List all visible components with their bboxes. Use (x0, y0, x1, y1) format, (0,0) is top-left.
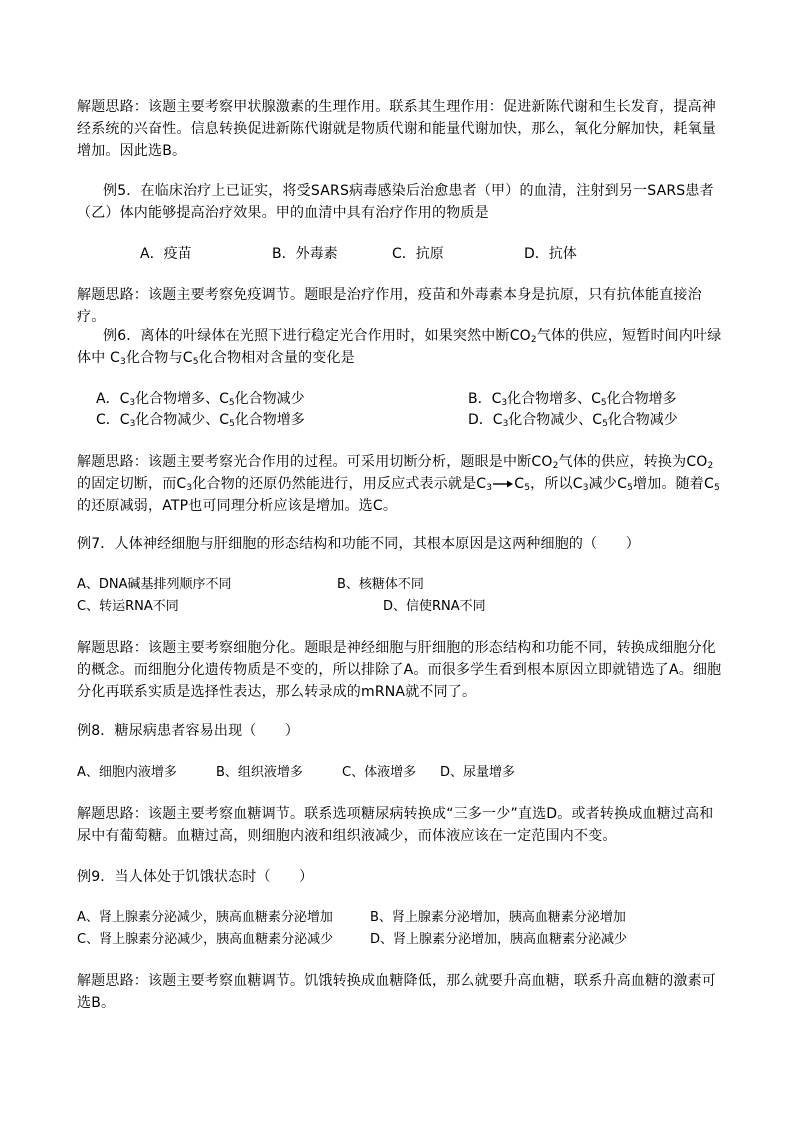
subscript: 2 (707, 461, 714, 471)
analysis-label: 解题思路： (77, 454, 148, 470)
reaction-arrow-icon (492, 479, 514, 489)
option-text: 化合物减少 (607, 412, 678, 428)
analysis-text: 气体的供应，转换为CO (558, 454, 708, 470)
analysis-label: 解题思路： (77, 640, 148, 656)
subscript: 3 (501, 398, 508, 408)
question-ex6 (77, 325, 722, 369)
option-text: 化合物减少、C (135, 412, 230, 428)
option-text: 化合物增多 (234, 412, 305, 428)
subscript: 3 (129, 398, 136, 408)
option-ex8-a: A、细胞内液增多 (77, 765, 177, 780)
question-ex5: 例5．在临床治疗上已证实，将受SARS病毒感染后治愈患者（甲）的血清，注射到另一SARS患者（乙）体内能够提高治疗效果。甲的血清中具有治疗作用的物质是 (77, 183, 714, 221)
analysis-paragraph-ex5 (77, 284, 722, 328)
analysis-paragraph-ex9 (77, 970, 722, 1014)
analysis-paragraph-ex4 (77, 96, 722, 162)
analysis-text: 该题主要考察免疫调节。题眼是治疗作用，疫苗和外毒素本身是抗原，只有抗体能直接治疗。 (77, 287, 702, 325)
analysis-text: 增加。随着C (633, 476, 714, 492)
question-text: 例6．离体的叶绿体在光照下进行稳定光合作用时，如果突然中断CO (103, 328, 531, 344)
option-ex8-b: B、组织液增多 (216, 765, 303, 780)
option-ex7-b: B、核糖体不同 (337, 577, 424, 592)
analysis-text: 该题主要考察血糖调节。饥饿转换成血糖降低，那么就要升高血糖，联系升高血糖的激素可选B。 (77, 973, 716, 1011)
subscript: 5 (229, 419, 235, 429)
option-ex6-d (468, 409, 678, 431)
analysis-paragraph-ex8 (77, 803, 722, 847)
analysis-text: ，所以C (530, 476, 583, 492)
question-text: 化合物相对含量的变化是 (198, 350, 355, 366)
question-ex8: 例8．糖尿病患者容易出现（ ） (77, 723, 300, 739)
analysis-paragraph-ex7 (77, 637, 722, 703)
subscript: 5 (600, 398, 607, 408)
analysis-label: 解题思路： (77, 973, 148, 989)
subscript: 5 (602, 419, 608, 429)
option-ex5-c: C．抗原 (392, 246, 444, 262)
option-ex5-d: D．抗体 (524, 246, 577, 262)
analysis-text: 化合物的还原仍然能进行，用反应式表示就是C (192, 476, 487, 492)
analysis-text: 该题主要考察血糖调节。联系选项糖尿病转换成“三多一少”直选D。或者转换成血糖过高和尿中有葡萄糖。血糖过高，则细胞内液和组织液减少，而体液应该在一定范围内不变。 (77, 806, 714, 844)
subscript: 3 (486, 483, 493, 493)
option-ex6-c (96, 409, 305, 431)
question-ex7: 例7．人体神经细胞与肝细胞的形态结构和功能不同，其根本原因是这两种细胞的（ ） (77, 536, 640, 552)
option-text: C．C (96, 412, 130, 428)
option-ex7-a: A、DNA碱基排列顺序不同 (77, 577, 232, 592)
question-text: 气体的供应，短暂时间内叶绿体中 C (77, 328, 722, 366)
analysis-text: 该题主要考察甲状腺激素的生理作用。联系其生理作用：促进新陈代谢和生长发育，提高神经系统的兴奋性。信息转换促进新陈代谢就是物质代谢和能量代谢加快，那么，氧化分解加快，耗氧量增加。因此选B。 (77, 99, 716, 159)
subscript: 3 (502, 419, 509, 429)
option-ex5-a: A．疫苗 (140, 246, 192, 262)
option-text: B．C (468, 391, 502, 407)
analysis-label: 解题思路： (77, 287, 148, 303)
option-ex9-c: C、肾上腺素分泌减少，胰高血糖素分泌减少 (77, 932, 334, 947)
analysis-text: 该题主要考察光合作用的过程。可采用切断分析，题眼是中断CO (148, 454, 553, 470)
option-ex8-d: D、尿量增多 (440, 765, 516, 780)
option-text: 化合物增多、C (507, 391, 601, 407)
option-text: 化合物增多 (606, 391, 677, 407)
analysis-text: 的还原减弱，ATP也可同理分析应该是增加。选C。 (77, 498, 398, 514)
analysis-text: 减少C (588, 476, 628, 492)
option-text: 化合物减少、C (508, 412, 603, 428)
subscript: 2 (552, 461, 559, 471)
option-text: 化合物减少 (234, 391, 305, 407)
subscript: 3 (186, 483, 193, 493)
option-ex7-d: D、信使RNA不同 (383, 599, 486, 614)
subscript: 3 (582, 483, 589, 493)
option-ex9-b: B、肾上腺素分泌增加，胰高血糖素分泌增加 (370, 910, 626, 925)
question-ex9: 例9．当人体处于饥饿状态时（ ） (77, 869, 314, 885)
analysis-label: 解题思路： (77, 99, 148, 115)
subscript: 5 (627, 483, 633, 493)
question-text: 化合物与C (125, 350, 193, 366)
subscript: 3 (129, 419, 136, 429)
option-text: 化合物增多、C (135, 391, 229, 407)
subscript: 2 (530, 335, 537, 345)
option-ex9-d: D、肾上腺素分泌增加，胰高血糖素分泌减少 (370, 932, 628, 947)
analysis-paragraph-ex6: 解题思路：该题主要考察光合作用的过程。可采用切断分析，题眼是中断$CO_2$气体的供应，转换为$CO_2$的固定切断，而$C_3$化合物的还原仍然能进行，用反应式表示就是$C_3$ $C_5$，所以$C_3$减少$C_5$增加。随着$C_5$的还原减弱，ATP也可同理分析应该是增加。选C。 (77, 454, 720, 514)
option-ex5-b: B．外毒素 (272, 246, 338, 262)
option-ex9-a: A、肾上腺素分泌减少，胰高血糖素分泌增加 (77, 910, 333, 925)
option-ex6-b (468, 388, 677, 410)
analysis-label: 解题思路： (77, 806, 148, 822)
subscript: 5 (228, 398, 235, 408)
option-ex6-a (96, 388, 305, 410)
subscript: 5 (192, 357, 199, 367)
option-text: D．C (468, 412, 503, 428)
subscript: 5 (524, 483, 531, 493)
option-ex8-c: C、体液增多 (342, 765, 417, 780)
option-text: A．C (96, 391, 130, 407)
subscript: 5 (713, 483, 720, 493)
analysis-text: 该题主要考察细胞分化。题眼是神经细胞与肝细胞的形态结构和功能不同，转换成细胞分化的概念。而细胞分化遗传物质是不变的，所以排除了A。而很多学生看到根本原因立即就错选了A。细胞分化再联系实质是选择性表达，那么转录成的mRNA就不同了。 (77, 640, 722, 700)
option-ex7-c: C、转运RNA不同 (77, 599, 179, 614)
analysis-text: 的固定切断，而C (77, 476, 187, 492)
subscript: 3 (120, 357, 126, 367)
